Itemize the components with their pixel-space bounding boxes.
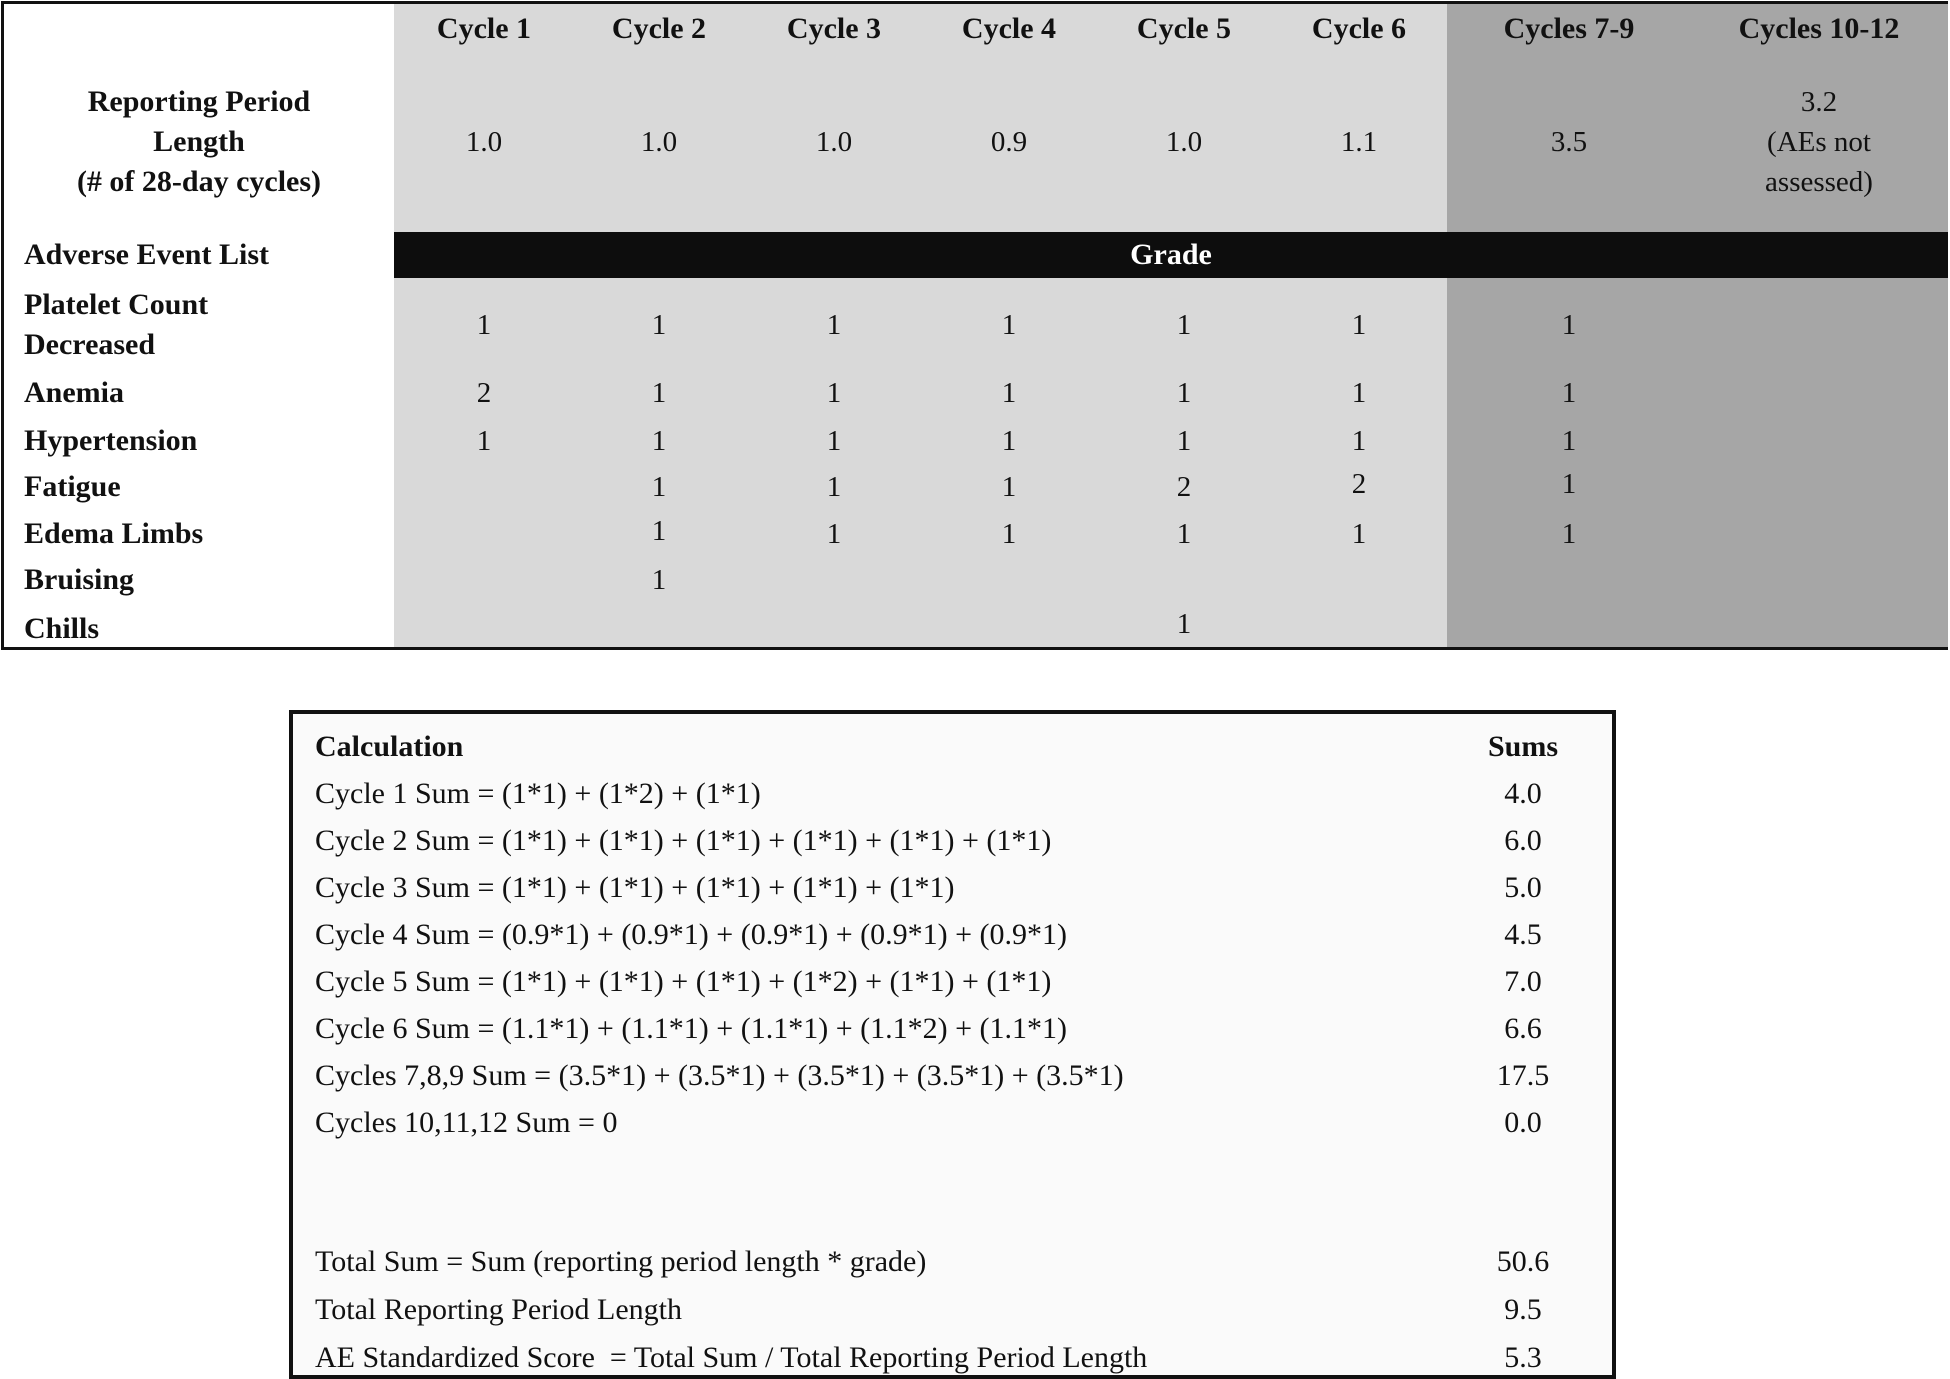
grade-cell: 1 [826,425,842,457]
grade-cell: 1 [1561,309,1577,341]
grade-cell: 1 [1351,309,1367,341]
reporting-value-cycle-3: 1.0 [815,126,853,158]
column-header-cycle-4: Cycle 4 [961,12,1057,45]
reporting-value-cycle-4: 0.9 [990,126,1028,158]
adverse-event-grade-table [1,1,1948,650]
column-header-cycle-1: Cycle 1 [436,12,532,45]
grade-cell: 1 [826,471,842,503]
grade-cell: 1 [826,518,842,550]
reporting-value-cycle-1: 1.0 [465,126,503,158]
row-label-edema-limbs: Edema Limbs [24,517,204,550]
grade-cell: 1 [1001,518,1017,550]
grade-cell: 1 [476,425,492,457]
row-label-platelet-count-decreased-line-2: Decreased [24,328,156,361]
grade-cell: 1 [1561,468,1577,500]
total-reporting-period-line: Total Reporting Period Length [315,1293,683,1326]
total-sum-line: Total Sum = Sum (reporting period length * grade) [315,1245,927,1278]
grade-cell: 1 [1351,377,1367,409]
grade-cell: 1 [1176,608,1192,640]
grade-cell: 1 [1001,377,1017,409]
column-header-cycles-7-9: Cycles 7-9 [1503,12,1635,45]
reporting-period-label-line-1: Reporting Period [87,85,311,118]
calc-line-cycle-5: Cycle 5 Sum = (1*1) + (1*1) + (1*1) + (1*2) + (1*1) + (1*1) [315,965,1052,998]
reporting-value-cycles-10-12-line-2: (AEs not [1767,126,1871,158]
column-header-cycle-6: Cycle 6 [1311,12,1407,45]
row-label-platelet-count-decreased-line-1: Platelet Count [24,288,209,321]
calculation-box [289,710,1616,1379]
sum-cycle-4: 4.5 [1504,918,1542,951]
grade-cell: 1 [1561,425,1577,457]
grade-label: Grade [1130,238,1212,271]
column-header-cycle-3: Cycle 3 [786,12,882,45]
grade-cell: 1 [1561,377,1577,409]
row-label-fatigue: Fatigue [24,470,121,503]
total-sum-value: 50.6 [1496,1245,1550,1278]
grade-cell: 1 [651,564,667,596]
reporting-value-cycle-6: 1.1 [1340,126,1378,158]
grade-cell: 1 [651,425,667,457]
grade-cell: 1 [1176,377,1192,409]
grade-cell: 1 [1351,425,1367,457]
row-label-anemia: Anemia [24,376,124,409]
grade-cell: 2 [1351,468,1367,500]
sum-cycle-6: 6.6 [1504,1012,1542,1045]
calculation-header: Calculation [315,730,464,763]
reporting-value-cycles-7-9: 3.5 [1550,126,1588,158]
sum-cycle-5: 7.0 [1504,965,1542,998]
ae-standardized-score-value: 5.3 [1504,1341,1542,1374]
row-label-bruising: Bruising [24,563,135,596]
grade-cell: 1 [1176,425,1192,457]
grade-cell: 1 [651,515,667,547]
sum-cycle-2: 6.0 [1504,824,1542,857]
column-header-cycle-2: Cycle 2 [611,12,707,45]
reporting-period-label-line-3: (# of 28-day cycles) [76,165,322,198]
calc-line-cycle-4: Cycle 4 Sum = (0.9*1) + (0.9*1) + (0.9*1) + (0.9*1) + (0.9*1) [315,918,1067,951]
calc-line-cycle-1: Cycle 1 Sum = (1*1) + (1*2) + (1*1) [315,777,761,810]
ae-standardized-score-line: AE Standardized Score = Total Sum / Total Reporting Period Length [315,1341,1148,1374]
column-header-cycle-5: Cycle 5 [1136,12,1232,45]
grade-cell: 1 [1176,309,1192,341]
reporting-period-label-line-2: Length [153,125,245,158]
grade-cell: 1 [1001,309,1017,341]
reporting-value-cycles-10-12-line-1: 3.2 [1800,86,1838,118]
calc-line-cycle-2: Cycle 2 Sum = (1*1) + (1*1) + (1*1) + (1*1) + (1*1) + (1*1) [315,824,1052,857]
grade-cell: 2 [1176,471,1192,503]
sum-cycles-10-12: 0.0 [1504,1106,1542,1139]
sum-cycle-1: 4.0 [1504,777,1542,810]
grade-cell: 1 [476,309,492,341]
grade-cell: 1 [651,377,667,409]
row-label-hypertension: Hypertension [24,424,198,457]
sum-cycles-7-9: 17.5 [1496,1059,1550,1092]
reporting-value-cycle-2: 1.0 [640,126,678,158]
calc-line-cycles-10-12: Cycles 10,11,12 Sum = 0 [315,1106,618,1139]
grade-cell: 1 [651,471,667,503]
sums-header: Sums [1487,730,1559,763]
grade-cell: 1 [1001,425,1017,457]
column-header-cycles-10-12: Cycles 10-12 [1738,12,1900,45]
grade-cell: 1 [1001,471,1017,503]
grade-cell: 1 [826,309,842,341]
grade-cell: 1 [1351,518,1367,550]
calc-line-cycle-3: Cycle 3 Sum = (1*1) + (1*1) + (1*1) + (1*1) + (1*1) [315,871,955,904]
total-reporting-period-value: 9.5 [1504,1293,1542,1326]
adverse-event-list-label: Adverse Event List [24,238,269,271]
grade-cell: 2 [476,377,492,409]
sum-cycle-3: 5.0 [1504,871,1542,904]
row-label-chills: Chills [24,612,100,645]
grade-cell: 1 [651,309,667,341]
reporting-value-cycles-10-12-line-3: assessed) [1765,166,1873,198]
grade-cell: 1 [1176,518,1192,550]
calc-line-cycle-6: Cycle 6 Sum = (1.1*1) + (1.1*1) + (1.1*1) + (1.1*2) + (1.1*1) [315,1012,1067,1045]
grade-cell: 1 [1561,518,1577,550]
grade-cell: 1 [826,377,842,409]
calc-line-cycles-7-9: Cycles 7,8,9 Sum = (3.5*1) + (3.5*1) + (3.5*1) + (3.5*1) + (3.5*1) [315,1059,1124,1092]
reporting-value-cycle-5: 1.0 [1165,126,1203,158]
